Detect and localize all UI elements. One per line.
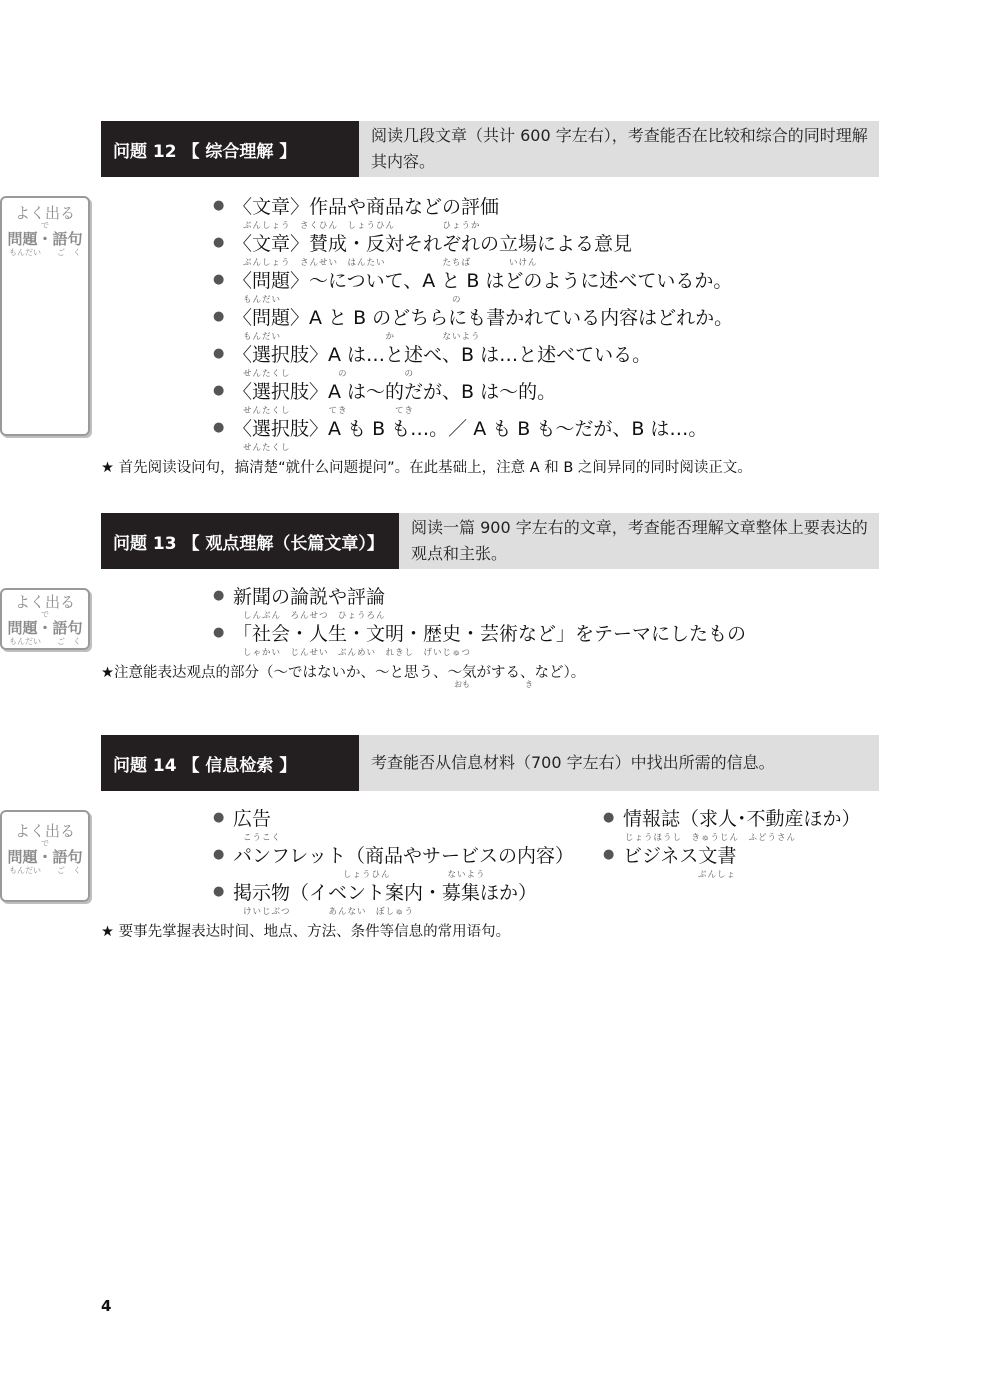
bullet-icon: ● [213,346,225,361]
item-text: 〈選択肢〉A は～的だが、B は～的。 [233,381,557,403]
item-ruby: こうこく [243,833,282,843]
bullet-icon: ● [213,272,225,287]
bullet-icon: ● [213,235,225,250]
bullet-icon: ● [213,198,225,213]
item-text: 〈問題〉A と B のどちらにも書かれている内容はどれか。 [233,307,734,329]
note-ruby: おも [454,680,470,689]
bullet-icon: ● [213,847,225,862]
tag-label-1: よく出る [14,822,75,840]
section-header [101,735,879,791]
study-tip: ★注意能表达观点的部分（～ではないか、～と思う、～気がする、など）。 [101,665,586,681]
item-ruby: せんたくし [243,443,291,453]
item-ruby: もんだい の [243,295,462,305]
item-ruby: ぶんしょ [698,870,737,880]
item-ruby: しんぶん ろんせつ ひょうろん [243,611,386,621]
bullet-icon: ● [213,420,225,435]
section-description: 阅读几段文章（共计 600 字左右），考查能否在比较和综合的同时理解其内容。 [359,121,879,177]
section-13 [101,513,879,569]
study-tip: ★ 首先阅读设问句，搞清楚“就什么问题提问”。在此基础上，注意 A 和 B 之间异同的同时阅读正文。 [101,460,752,476]
page-number: 4 [101,1297,112,1315]
section-12 [101,121,879,177]
section-title: 问题 14 【 信息检索 】 [101,735,359,791]
frequent-questions-tag [0,588,90,650]
item-text: 「社会・人生・文明・歴史・芸術など」をテーマにしたもの [233,623,747,645]
tag-label-1: よく出る [14,204,75,222]
item-text: 〈選択肢〉A も B も…。／ A も B も～だが、B は…。 [233,418,708,440]
tag-ruby-1: で [41,221,49,230]
section-header [101,513,879,569]
section-description: 考查能否从信息材料（700 字左右）中找出所需的信息。 [359,735,879,791]
item-ruby: せんたくし の の [243,369,415,379]
item-text: 広告 [233,808,272,830]
section-header [101,121,879,177]
item-ruby: もんだい か ないよう [243,332,481,342]
item-text: 〈文章〉賛成・反対それぞれの立場による意見 [233,233,633,255]
item-text: パンフレット（商品やサービスの内容） [233,845,575,867]
item-ruby: ぶんしょう さんせい はんたい たちば いけん [243,258,538,268]
item-ruby: じょうほうし きゅうじん ふどうさん [625,833,797,843]
bullet-icon: ● [603,810,615,825]
tag-label-2: 問題・語句 [7,848,83,866]
tag-ruby-2: もんだい ご く [9,248,81,257]
tag-label-2: 問題・語句 [7,230,83,248]
bullet-icon: ● [213,383,225,398]
section-title: 问题 13 【 观点理解（长篇文章）】 [101,513,399,569]
item-ruby: ぶんしょう さくひん しょうひん ひょうか [243,221,481,231]
section-title: 问题 12 【 综合理解 】 [101,121,359,177]
item-text: 〈文章〉作品や商品などの評価 [233,196,500,218]
item-text: 情報誌（求人･不動産ほか） [623,808,861,830]
item-ruby: せんたくし てき てき [243,406,415,416]
section-description: 阅读一篇 900 字左右的文章，考查能否理解文章整体上要表达的观点和主张。 [399,513,879,569]
item-text: 掲示物（イベント案内・募集ほか） [233,882,538,904]
tag-ruby-1: で [41,610,49,619]
tag-ruby-2: もんだい ご く [9,866,81,875]
item-text: 新聞の論説や評論 [233,586,386,608]
bullet-icon: ● [603,847,615,862]
item-ruby: しゃかい じんせい ぶんめい れきし げいじゅつ [243,648,472,658]
item-ruby: しょうひん ないよう [343,870,486,880]
tag-label-2: 問題・語句 [7,619,83,637]
study-tip: ★ 要事先掌握表达时间、地点、方法、条件等信息的常用语句。 [101,924,511,940]
bullet-icon: ● [213,810,225,825]
frequent-questions-tag [0,810,90,902]
bullet-icon: ● [213,588,225,603]
tag-ruby-1: で [41,839,49,848]
frequent-questions-tag [0,196,90,436]
item-text: 〈選択肢〉A は…と述べ、B は…と述べている。 [233,344,652,366]
bullet-icon: ● [213,309,225,324]
item-ruby: けいじぶつ あんない ぼしゅう [243,907,415,917]
bullet-icon: ● [213,625,225,640]
section-14 [101,735,879,791]
item-text: ビジネス文書 [623,845,737,867]
bullet-icon: ● [213,884,225,899]
tag-label-1: よく出る [14,593,75,611]
item-text: 〈問題〉～について、A と B はどのように述べているか。 [233,270,733,292]
tag-ruby-2: もんだい ご く [9,637,81,646]
note-ruby: き [525,680,533,689]
